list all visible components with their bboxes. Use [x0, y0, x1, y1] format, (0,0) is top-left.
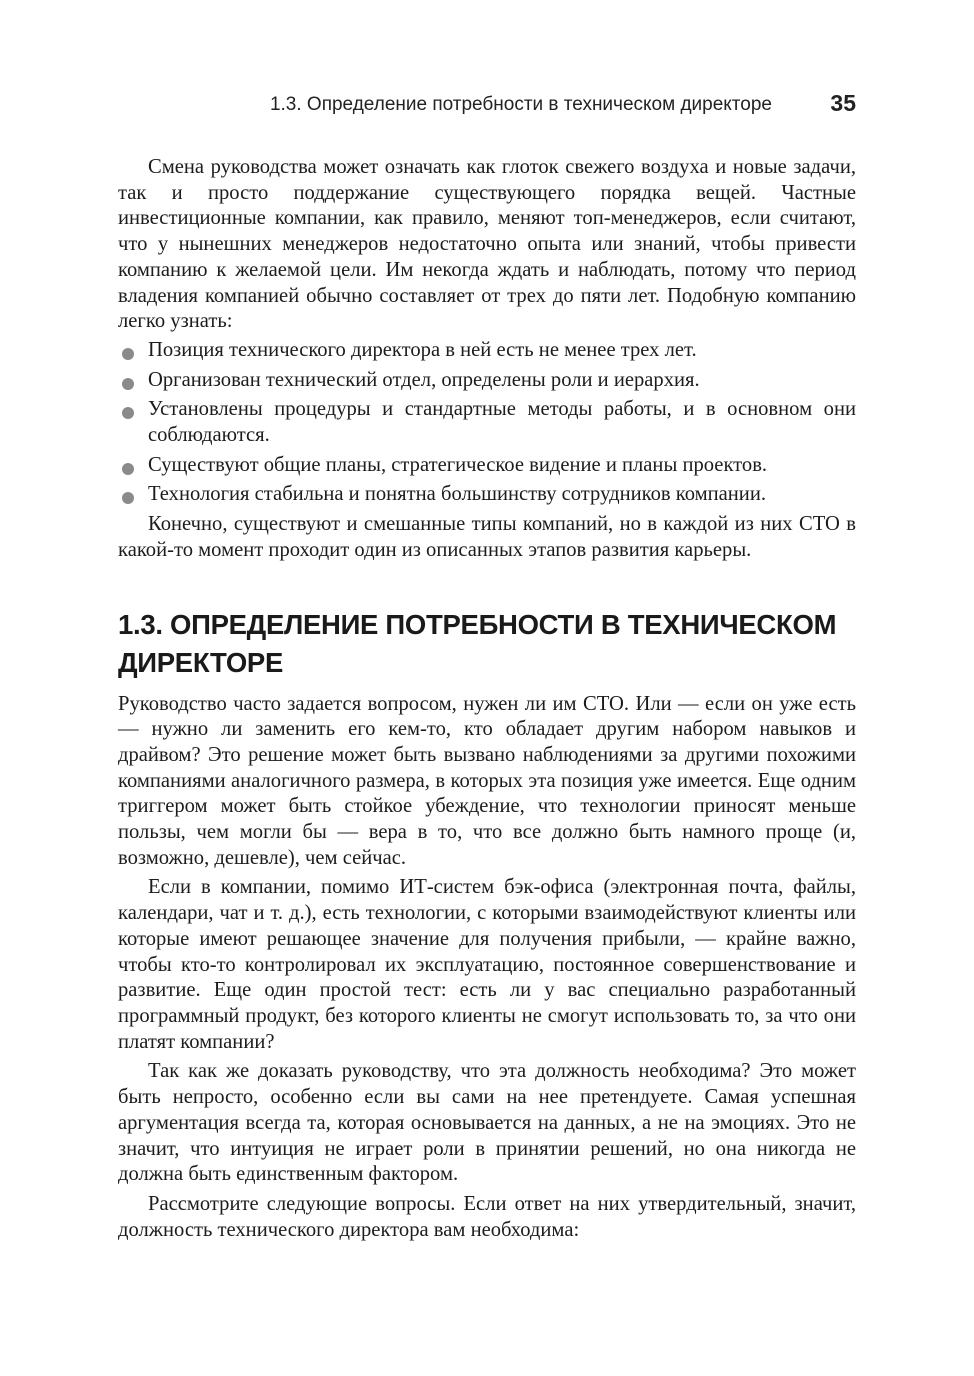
- list-item-text: Технология стабильна и понятна большинству сотрудников компании.: [148, 483, 767, 506]
- bullet-icon: [122, 463, 134, 475]
- section-paragraph: Руководство часто задается вопросом, нужен ли им СТО. Или — если он уже есть — нужно ли заменить его кем-то, кто обладает другим набором навыков и драйвом? Это решение может быть вызвано наблюдениями за другими похожими компаниями аналогичного размера, в которых эта позиция уже имеется. Еще одним триггером может быть стойкое убеждение, что технологии приносят меньше пользы, чем могли бы — вера в то, что все должно быть намного проще (и, возможно, дешевле), чем сейчас.: [118, 692, 856, 869]
- list-item: [118, 338, 856, 364]
- intro-paragraph: Смена руководства может означать как глоток свежего воздуха и новые задачи, так и просто поддержание существующего порядка вещей. Частные инвестиционные компании, как правило, меняют топ-менеджеров, если считают, что у нынешних менеджеров недостаточно опыта или знаний, чтобы привести компанию к желаемой цели. Им некогда ждать и наблюдать, потому что период владения компанией обычно составляет от трех до пяти лет. Подобную компанию легко узнать:: [118, 156, 856, 333]
- running-title: 1.3. Определение потребности в техническом директоре: [269, 94, 772, 115]
- list-item-text: Позиция технического директора в ней есть не менее трех лет.: [148, 338, 697, 361]
- section-paragraph: Если в компании, помимо ИТ-систем бэк-офиса (электронная почта, файлы, календари, чат и т. д.), есть технологии, с которыми взаимодействуют клиенты или которые имеют решающее значение для получения прибыли, — крайне важно, чтобы кто-то контролировал их эксплуатацию, постоянное совершенствование и развитие. Еще один простой тест: есть ли у вас специально разработанный программный продукт, без которого клиенты не смогут использовать то, за что они платят компании?: [118, 876, 856, 1053]
- page-number: 35: [830, 90, 856, 116]
- bullet-icon: [122, 348, 134, 360]
- list-item-text: Организован технический отдел, определены роли и иерархия.: [148, 368, 700, 391]
- bullet-icon: [122, 407, 134, 419]
- list-item-text: Установлены процедуры и стандартные методы работы, и в основном они соблюдаются.: [148, 398, 856, 447]
- bullet-icon: [122, 492, 134, 504]
- list-item: [118, 368, 856, 394]
- bullet-icon: [122, 378, 134, 390]
- list-item: [118, 397, 856, 448]
- list-item: [118, 482, 856, 508]
- list-item: [118, 453, 856, 479]
- running-header: [118, 90, 856, 122]
- closing-paragraph: Конечно, существуют и смешанные типы компаний, но в каждой из них СТО в какой-то момент проходит один из описанных этапов развития карьеры.: [118, 513, 856, 561]
- section-paragraph: Рассмотрите следующие вопросы. Если ответ на них утвердительный, значит, должность технического директора вам необходима:: [118, 1192, 856, 1241]
- section-paragraph: Так как же доказать руководству, что эта должность необходима? Это может быть непросто, особенно если вы сами на нее претендуете. Самая успешная аргументация всегда та, которая основывается на данных, а не на эмоциях. Это не значит, что интуиция не играет роли в принятии решений, но она никогда не должна быть единственным фактором.: [118, 1060, 856, 1186]
- list-item-text: Существуют общие планы, стратегическое видение и планы проектов.: [148, 453, 768, 476]
- section-heading: 1.3. ОПРЕДЕЛЕНИЕ ПОТРЕБНОСТИ В ТЕХНИЧЕСКОМ ДИРЕКТОРЕ: [118, 608, 837, 678]
- bullet-list: [118, 338, 856, 508]
- page-body: [118, 155, 856, 1243]
